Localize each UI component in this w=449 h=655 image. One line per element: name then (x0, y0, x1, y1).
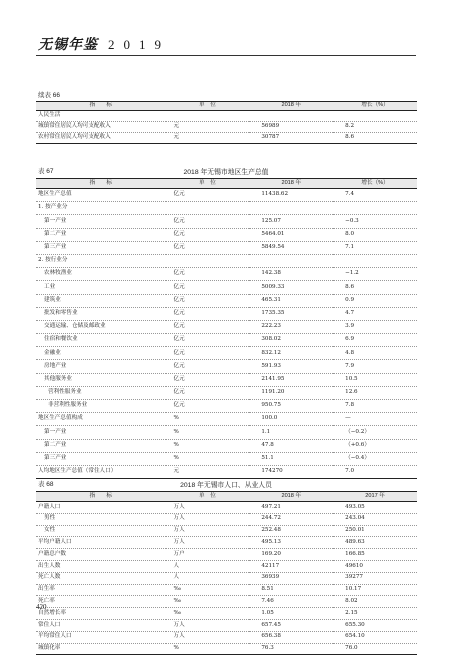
table-cell: 4.8 (333, 347, 417, 360)
table-cell: 4.7 (333, 307, 417, 320)
table-cell: 8.02 (333, 596, 417, 608)
table-cell: 1. 按产业分 (36, 202, 166, 215)
table-cell: 1735.35 (249, 307, 333, 320)
table-cell: 591.93 (249, 360, 333, 373)
table68 (36, 491, 417, 655)
table-cell: 56989 (249, 122, 333, 133)
column-header: 2018 年 (249, 179, 333, 189)
table-cell: 489.63 (333, 537, 417, 549)
table-cell: 0.9 (333, 294, 417, 307)
table-row (36, 320, 417, 333)
table-row (36, 502, 417, 514)
table-cell: 元 (166, 122, 250, 133)
table-cell: 142.38 (249, 268, 333, 281)
table-cell: 万户 (166, 549, 250, 561)
table-cell: 2141.95 (249, 373, 333, 386)
table-cell: 亿元 (166, 189, 250, 202)
table-cell: 城镇常住居民人均可支配收入 (36, 122, 166, 133)
table-row (36, 202, 417, 215)
table-cell: 户籍人口 (36, 502, 166, 514)
table-cell: 万人 (166, 502, 250, 514)
table-cell: % (166, 413, 250, 426)
table-cell: 房地产业 (36, 360, 166, 373)
table-row (36, 465, 417, 478)
running-header (38, 34, 170, 52)
table-cell: 5009.33 (249, 281, 333, 294)
table-cell: 农村常住居民人均可支配收入 (36, 133, 166, 144)
table-cell: % (166, 452, 250, 465)
table-cell: 亿元 (166, 400, 250, 413)
table-cell: 自然增长率 (36, 608, 166, 620)
table-cell: 营利性服务业 (36, 386, 166, 399)
table-cell: 166.85 (333, 549, 417, 561)
table-cell: 男性 (36, 513, 166, 525)
table-cell: 250.01 (333, 525, 417, 537)
table-row (36, 537, 417, 549)
table-cell: 8.2 (333, 122, 417, 133)
table-row (36, 400, 417, 413)
table-cell: 950.75 (249, 400, 333, 413)
table-cell: （−0.4） (333, 452, 417, 465)
table-row (36, 513, 417, 525)
table-cell: 1.1 (249, 426, 333, 439)
table-cell: 832.12 (249, 347, 333, 360)
table-cell: 交通运输、仓储及邮政业 (36, 320, 166, 333)
page-number: 420 (36, 603, 47, 611)
table-row (36, 572, 417, 584)
header-row (36, 102, 417, 111)
table-row (36, 347, 417, 360)
table-cell: 2. 按行业分 (36, 254, 166, 267)
table-cell: 655.30 (333, 619, 417, 631)
table-cell: 10.17 (333, 584, 417, 596)
table-row (36, 228, 417, 241)
table-cell: 地区生产总值构成 (36, 413, 166, 426)
table-cell: 人均地区生产总值（常住人口） (36, 465, 166, 478)
table-cell: 3.9 (333, 320, 417, 333)
table-cell: 第一产业 (36, 426, 166, 439)
table-row (36, 525, 417, 537)
table-cell: 11438.62 (249, 189, 333, 202)
table-cell: 8.51 (249, 584, 333, 596)
table-cell: 252.48 (249, 525, 333, 537)
table-row (36, 360, 417, 373)
table-cell: 36939 (249, 572, 333, 584)
table-cell (166, 254, 250, 267)
table-cell: ‰ (166, 608, 250, 620)
table-cell: 497.21 (249, 502, 333, 514)
table-cell: 10.5 (333, 373, 417, 386)
table-cell: 出生人数 (36, 560, 166, 572)
table-cell: −0.3 (333, 215, 417, 228)
table-cell: （+0.6） (333, 439, 417, 452)
table-cell: 万人 (166, 631, 250, 643)
table-cell: 8.6 (333, 133, 417, 144)
table-cell: 100.0 (249, 413, 333, 426)
table-cell: 万人 (166, 525, 250, 537)
column-header: 2017 年 (333, 492, 417, 502)
table-cell: 平均常住人口 (36, 631, 166, 643)
column-header: 增长（%） (333, 179, 417, 189)
table-cell: 其他服务业 (36, 373, 166, 386)
table-cell: 42117 (249, 560, 333, 572)
table-row (36, 122, 417, 133)
table-row (36, 281, 417, 294)
column-header: 增长（%） (333, 102, 417, 111)
table67-title: 2018 年无锡市地区生产总值 (183, 169, 269, 176)
table-row (36, 111, 417, 122)
table-cell: 5849.54 (249, 241, 333, 254)
table-cell: % (166, 426, 250, 439)
column-header: 单 位 (166, 179, 250, 189)
table-cell: 7.9 (333, 360, 417, 373)
table-cell: 76.3 (249, 643, 333, 655)
table-cell: 亿元 (166, 320, 250, 333)
table-cell: 亿元 (166, 281, 250, 294)
header-row (36, 492, 417, 502)
table-row (36, 549, 417, 561)
table-cell: 51.1 (249, 452, 333, 465)
table-cell: 7.0 (333, 465, 417, 478)
table-cell: 亿元 (166, 347, 250, 360)
table-cell: 654.10 (333, 631, 417, 643)
table-cell: 批发和零售业 (36, 307, 166, 320)
table-row (36, 294, 417, 307)
table-cell: 12.6 (333, 386, 417, 399)
table-cell: 493.05 (333, 502, 417, 514)
table-row (36, 619, 417, 631)
table-cell: 亿元 (166, 360, 250, 373)
column-header: 2018 年 (249, 492, 333, 502)
column-header: 指 标 (36, 492, 166, 502)
table68-caption: 表 68 (38, 481, 54, 488)
table-cell: 地区生产总值 (36, 189, 166, 202)
table-cell: 49610 (333, 560, 417, 572)
table-cell: 7.46 (249, 596, 333, 608)
table66 (36, 101, 417, 144)
table-cell: −1.2 (333, 268, 417, 281)
table-cell: （−0.2） (333, 426, 417, 439)
table-cell: 第三产业 (36, 241, 166, 254)
column-header: 单 位 (166, 102, 250, 111)
table-cell: 76.0 (333, 643, 417, 655)
header-rule (36, 55, 416, 56)
table-cell (333, 202, 417, 215)
table-cell: 死亡人数 (36, 572, 166, 584)
table-cell: 第三产业 (36, 452, 166, 465)
table66-caption: 续表 66 (38, 92, 61, 99)
table-row (36, 631, 417, 643)
table-cell (333, 111, 417, 122)
table-row (36, 215, 417, 228)
table-cell: 亿元 (166, 294, 250, 307)
table-row (36, 268, 417, 281)
table-cell: 出生率 (36, 584, 166, 596)
table-row (36, 426, 417, 439)
table-cell: 656.38 (249, 631, 333, 643)
table-cell: 169.20 (249, 549, 333, 561)
table-cell: 1191.20 (249, 386, 333, 399)
table67 (36, 178, 417, 479)
table-cell (166, 111, 250, 122)
table-cell: 第一产业 (36, 215, 166, 228)
table-cell: 8.0 (333, 228, 417, 241)
table-cell: 元 (166, 465, 250, 478)
table-cell: 465.31 (249, 294, 333, 307)
table-cell: 174270 (249, 465, 333, 478)
table-cell: 住宿和餐饮业 (36, 334, 166, 347)
header-title: 无锡年鉴 (38, 37, 98, 53)
table-cell: 1.05 (249, 608, 333, 620)
column-header: 2018 年 (249, 102, 333, 111)
table-cell: 8.6 (333, 281, 417, 294)
table-row (36, 254, 417, 267)
table-row (36, 608, 417, 620)
table-row (36, 241, 417, 254)
table-cell: 万人 (166, 513, 250, 525)
table68-title: 2018 年无锡市人口、从业人员 (180, 482, 272, 489)
table-row (36, 386, 417, 399)
table-row (36, 596, 417, 608)
table-cell: 第二产业 (36, 228, 166, 241)
table-cell: 7.1 (333, 241, 417, 254)
table-cell (166, 202, 250, 215)
table-cell: 222.23 (249, 320, 333, 333)
table-cell: 人 (166, 572, 250, 584)
table-cell: 人 (166, 560, 250, 572)
table-cell: 亿元 (166, 373, 250, 386)
table-row (36, 189, 417, 202)
table-cell: 金融业 (36, 347, 166, 360)
table-cell: 平均户籍人口 (36, 537, 166, 549)
table-row (36, 560, 417, 572)
table-row (36, 452, 417, 465)
table-row (36, 584, 417, 596)
table-cell: 万人 (166, 537, 250, 549)
table-cell (249, 202, 333, 215)
table-row (36, 133, 417, 144)
table-cell: % (166, 439, 250, 452)
table-cell (249, 111, 333, 122)
table-cell: 243.04 (333, 513, 417, 525)
table-cell: 495.13 (249, 537, 333, 549)
table-row (36, 307, 417, 320)
table-cell: ‰ (166, 596, 250, 608)
column-header: 指 标 (36, 102, 166, 111)
table-cell: 5464.01 (249, 228, 333, 241)
table-cell: 125.07 (249, 215, 333, 228)
table-cell (249, 254, 333, 267)
table-cell: 7.8 (333, 400, 417, 413)
table-cell: 亿元 (166, 268, 250, 281)
table-row (36, 439, 417, 452)
header-year: 2019 (108, 37, 170, 52)
table-cell: 6.9 (333, 334, 417, 347)
table-row (36, 373, 417, 386)
table-cell: 亿元 (166, 215, 250, 228)
table-cell: — (333, 413, 417, 426)
table-cell: 第二产业 (36, 439, 166, 452)
table-cell: % (166, 643, 250, 655)
table-cell: 657.45 (249, 619, 333, 631)
table-cell: 7.4 (333, 189, 417, 202)
table-cell: 亿元 (166, 386, 250, 399)
table-cell: 建筑业 (36, 294, 166, 307)
table-row (36, 643, 417, 655)
table-cell: 30787 (249, 133, 333, 144)
table-cell: 47.8 (249, 439, 333, 452)
table-cell: 女性 (36, 525, 166, 537)
table-cell (333, 254, 417, 267)
column-header: 单 位 (166, 492, 250, 502)
table-cell: 39277 (333, 572, 417, 584)
table-cell: 2.15 (333, 608, 417, 620)
table-cell: 亿元 (166, 241, 250, 254)
table-cell: 亿元 (166, 307, 250, 320)
table-cell: 常住人口 (36, 619, 166, 631)
table-cell: 城镇化率 (36, 643, 166, 655)
table-cell: 农林牧渔业 (36, 268, 166, 281)
table-cell: 人民生活 (36, 111, 166, 122)
table67-caption: 表 67 (38, 168, 54, 175)
table-cell: 亿元 (166, 334, 250, 347)
table-row (36, 334, 417, 347)
table-cell: ‰ (166, 584, 250, 596)
table-cell: 308.02 (249, 334, 333, 347)
table-cell: 元 (166, 133, 250, 144)
header-row (36, 179, 417, 189)
table-row (36, 413, 417, 426)
table-cell: 工业 (36, 281, 166, 294)
table-cell: 亿元 (166, 228, 250, 241)
table-cell: 万人 (166, 619, 250, 631)
table-cell: 死亡率 (36, 596, 166, 608)
column-header: 指 标 (36, 179, 166, 189)
table-cell: 非营利性服务业 (36, 400, 166, 413)
table-cell: 244.72 (249, 513, 333, 525)
table-cell: 户籍总户数 (36, 549, 166, 561)
